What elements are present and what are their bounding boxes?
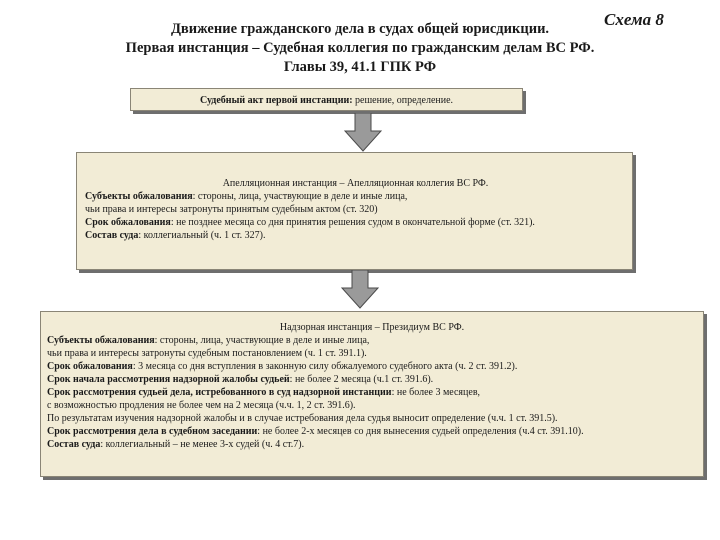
arrow-down-icon xyxy=(343,113,383,153)
supervisory-subjects: Субъекты обжалования: стороны, лица, участвующие в деле и иные лица, xyxy=(47,335,370,346)
first-instance-label: Судебный акт первой инстанции: xyxy=(199,95,353,106)
supervisory-results: По результатам изучения надзорной жалобы и в случае истребования дела судья выносит определение (ч.ч. 1 ст. 391.5). xyxy=(47,413,558,424)
appeal-term: Срок обжалования: не позднее месяца со дня принятия решения судом в окончательной форме (ст. 321). xyxy=(85,217,535,228)
appeal-subjects: Субъекты обжалования: стороны, лица, участвующие в деле и иные лица, xyxy=(85,191,408,202)
supervisory-heading: Надзорная инстанция – Президиум ВС РФ. xyxy=(279,322,465,333)
first-instance-text: решение, определение. xyxy=(352,95,454,106)
arrow-down-icon xyxy=(340,270,380,310)
supervisory-session: Срок рассмотрения дела в судебном заседании: не более 2-х месяцев со дня вынесения судьей определения (ч.4 ст. 391.10). xyxy=(47,426,584,437)
supervisory-subjects-cont: чьи права и интересы затронуты судебным постановлением (ч. 1 ст. 391.1). xyxy=(47,348,367,359)
supervisory-instance-box xyxy=(40,311,704,477)
appeal-subjects-cont: чьи права и интересы затронуты принятым судебным актом (ст. 320) xyxy=(85,204,378,215)
appeal-instance-box xyxy=(76,152,633,270)
supervisory-review-cont: с возможностью продления не более чем на 2 месяца (ч.ч. 1, 2 ст. 391.6). xyxy=(47,400,356,411)
supervisory-term: Срок обжалования: 3 месяца со дня вступления в законную силу обжалуемого судебного акта (ч. 2 ст. 391.2). xyxy=(47,361,518,372)
appeal-heading: Апелляционная инстанция – Апелляционная коллегия ВС РФ. xyxy=(222,178,489,189)
title-line-2: Первая инстанция – Судебная коллегия по гражданским делам ВС РФ. xyxy=(125,40,595,56)
title-line-1: Движение гражданского дела в судах общей юрисдикции. xyxy=(170,21,550,37)
supervisory-review: Срок рассмотрения судьей дела, истребованного в суд надзорной инстанции: не более 3 месяцев, xyxy=(47,387,481,398)
first-instance-box xyxy=(130,88,523,111)
supervisory-court: Состав суда: коллегиальный – не менее 3-х судей (ч. 4 ст.7). xyxy=(47,439,305,450)
appeal-court: Состав суда: коллегиальный (ч. 1 ст. 327). xyxy=(85,230,266,241)
scheme-number: Схема 8 xyxy=(604,10,664,29)
supervisory-start: Срок начала рассмотрения надзорной жалобы судьей: не более 2 месяца (ч.1 ст. 391.6). xyxy=(47,374,434,385)
title-line-3: Главы 39, 41.1 ГПК РФ xyxy=(283,59,437,75)
